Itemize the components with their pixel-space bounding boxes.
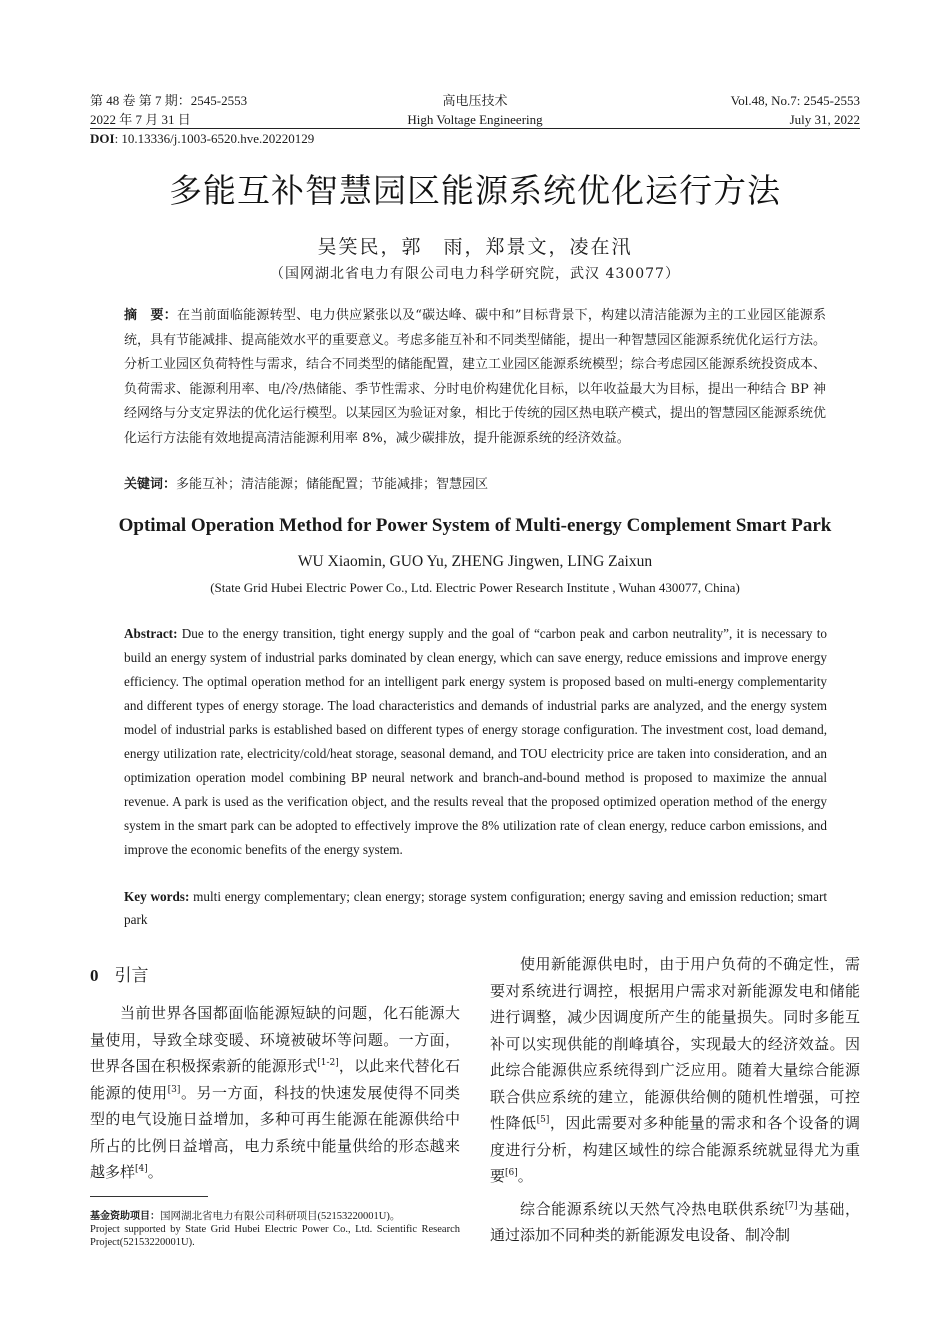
funding-cn-text: 国网湖北省电力有限公司科研项目(52153220001U)。 (160, 1211, 401, 1222)
keywords-en-text: multi energy complementary; clean energy; storage system configuration; energy saving and emission reduction; smart park (124, 889, 828, 927)
keywords-cn (124, 474, 826, 496)
footnote-divider (90, 1196, 208, 1197)
paragraph (490, 1196, 860, 1249)
volume-issue-pages: 第 48 卷 第 7 期：2545-2553 (90, 93, 248, 108)
abstract-en-text: Due to the energy transition, tight energy supply and the goal of “carbon peak and carbon neutrality”, it is necessary to build an energy system of industrial parks dominated by clean energy, which can save energy, reduce emissions and improve energy efficiency. The optimal operation method for an intelligent park energy system is proposed based on multi-energy complementarity and different types of energy storage. The load characteristics and demands of industrial parks are analyzed, and the energy system model of industrial parks is established based on different types of energy storage configuration. The investment cost, load demand, energy utilization rate, electricity/cold/heat storage, seasonal demand, and TOU electricity price are taken into consideration, and an optimization operation model combining BP neural network and branch-and-bound method is proposed to maximize the annual revenue. A park is used as the verification object, and the results reveal that the proposed optimized operation method of the energy system in the smart park can be adopted to effectively improve the 8% utilization rate of clean energy, reduce carbon emissions, and improve the economic benefits of the energy system. (124, 626, 828, 857)
doi[interactable] (90, 131, 314, 147)
keywords-en-label: Key words: (124, 889, 190, 904)
text-run: 。另一方面，科技的快速发展使得不同类型的电气设施日益增加，多种可再生能源在能源供给中所占的比例日益增高，电力系统中能量供给的形态越来越多样 (90, 1083, 460, 1181)
doi-value: : 10.13336/j.1003-6520.hve.20220129 (114, 131, 315, 146)
journal-name (300, 91, 650, 129)
paragraph (490, 951, 860, 1190)
citation-link[interactable]: [4] (135, 1164, 148, 1174)
funding-en: Project supported by State Grid Hubei Electric Power Co., Ltd. Scientific Research Project(52153220001U). (90, 1224, 460, 1248)
publication-date-en: July 31, 2022 (789, 112, 860, 127)
body-left-column (90, 1000, 460, 1186)
text-run: ，以此来代替化石能源的使用 (90, 1057, 460, 1102)
citation-link[interactable]: [5] (536, 1115, 550, 1125)
abstract-cn-label: 摘 要： (124, 308, 177, 323)
keywords-cn-text: 多能互补；清洁能源；储能配置；节能减排；智慧园区 (176, 477, 489, 492)
doi-label: DOI (90, 131, 115, 146)
journal-volume-info-en (731, 91, 860, 129)
text-run: 。 (147, 1163, 163, 1181)
authors-cn: 吴笑民，郭 雨，郑景文，凌在汛 (317, 236, 633, 258)
section-heading (90, 961, 149, 986)
citation-link[interactable]: [7] (784, 1200, 798, 1211)
keywords-en (124, 885, 827, 931)
text-run: 当前世界各国都面临能源短缺的问题，化石能源大量使用，导致全球变暖、环境被破坏等问题。一方面，世界各国在积极探索新的能源形式 (90, 1004, 460, 1075)
abstract-cn (124, 304, 826, 451)
funding-cn (90, 1210, 460, 1223)
abstract-cn-text: 在当前面临能源转型、电力供应紧张以及“碳达峰、碳中和”目标背景下，构建以清洁能源为主的工业园区能源系统，具有节能减排、提高能效水平的重要意义。考虑多能互补和不同类型储能，提出一种智慧园区能源系统优化运行方法。分析工业园区负荷特性与需求，结合不同类型的储能配置，建立工业园区能源系统模型；综合考虑园区能源系统投资成本、负荷需求、能源利用率、电/冷/热储能、季节性需求、分时电价构建优化目标，以年收益最大为目标，提出一种结合 BP 神经网络与分支定界法的优化运行模型。以某园区为验证对象，相比于传统的园区热电联产模式，提出的智慧园区能源系统优化运行方法能有效地提高清洁能源利用率 8%，减少碳排放，提升能源系统的经济效益。 (124, 308, 827, 446)
header-divider (90, 128, 860, 129)
journal-volume-info (90, 91, 247, 129)
paragraph (90, 1000, 460, 1186)
abstract-en-label: Abstract: (124, 626, 178, 641)
paper-title-cn: 多能互补智慧园区能源系统优化运行方法 (169, 171, 781, 210)
text-run: 综合能源系统以天然气冷热电联供系统 (520, 1199, 785, 1218)
affiliation-cn: （国网湖北省电力有限公司电力科学研究院，武汉 430077） (270, 266, 680, 282)
authors-en: WU Xiaomin, GUO Yu, ZHENG Jingwen, LING Zaixun (297, 553, 653, 570)
text-run: 。 (517, 1167, 533, 1185)
text-run: 使用新能源供电时，由于用户负荷的不确定性，需要对系统进行调控，根据用户需求对新能源发电和储能进行调整，减少因调度所产生的能量损失。同时多能互补可以实现供能的削峰填谷，实现最大的经济效益。因此综合能源供应系统得到广泛应用。随着大量综合能源联合供应系统的建立，能源供给侧的随机性增强，可控性降低 (490, 955, 860, 1132)
citation-link[interactable]: [6] (505, 1168, 518, 1178)
volume-issue-pages-en: Vol.48, No.7: 2545-2553 (730, 93, 860, 108)
citation-link[interactable]: [3] (167, 1084, 181, 1095)
abstract-en (124, 622, 827, 862)
funding-footnote (90, 1210, 460, 1249)
text-run: ，因此需要对多种能量的需求和各个设备的调度进行分析，构建区域性的综合能源系统就显得尤为重要 (490, 1114, 860, 1185)
journal-name-cn: 高电压技术 (442, 93, 508, 108)
publication-date-cn: 2022 年 7 月 31 日 (90, 112, 191, 127)
text-run: 为基础，通过添加不同种类的新能源发电设备、制冷制 (490, 1199, 860, 1244)
journal-name-en: High Voltage Engineering (407, 112, 543, 127)
paper-title-en: Optimal Operation Method for Power System of Multi-energy Complement Smart Park (118, 515, 832, 536)
funding-label: 基金资助项目： (90, 1211, 160, 1222)
section-title: 引言 (114, 966, 149, 986)
affiliation-en: (State Grid Hubei Electric Power Co., Ltd. Electric Power Research Institute , Wuhan 430077, China) (210, 580, 740, 595)
body-right-column (490, 951, 860, 1249)
keywords-cn-label: 关键词： (124, 477, 177, 492)
section-number: 0 (90, 966, 99, 985)
citation-link[interactable]: [1-2] (317, 1058, 339, 1068)
